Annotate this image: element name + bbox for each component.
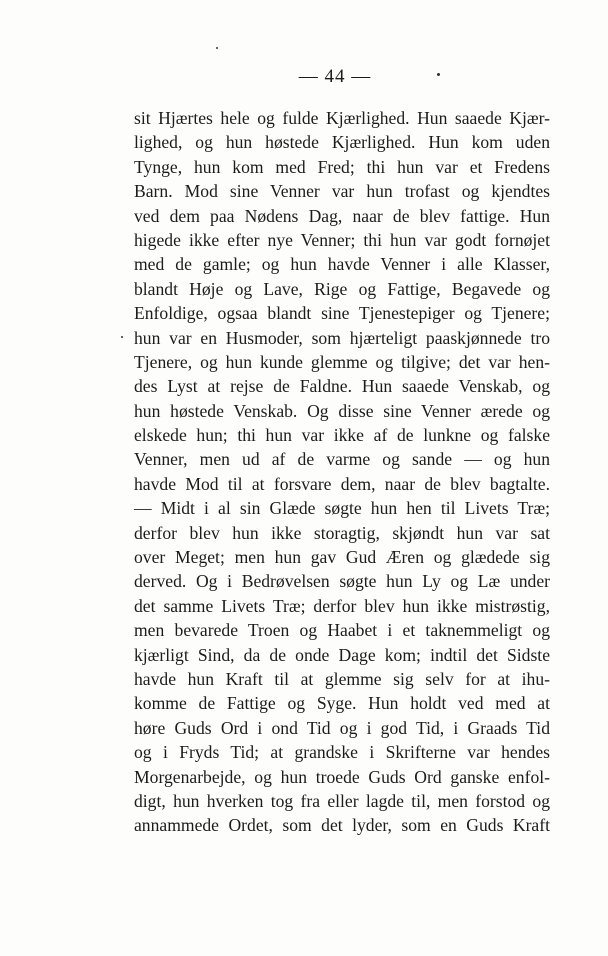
text-line: Morgenarbejde, og hun troede Guds Ord ganske enfol- (134, 766, 550, 787)
text-line: annammede Ordet, som det lyder, som en Guds Kraft (134, 815, 550, 836)
text-line: men bevarede Troen og Haabet i et taknemmeligt og (134, 620, 550, 641)
ink-speck (216, 47, 218, 49)
text-line: og i Fryds Tid; at grandske i Skrifterne var hendes (134, 742, 550, 763)
text-line: havde hun Kraft til at glemme sig selv for at ihu- (134, 668, 550, 689)
text-line: — Midt i al sin Glæde søgte hun hen til Livets Træ; (134, 498, 550, 519)
text-line: derfor blev hun ikke storagtig, skjøndt hun var sat (134, 522, 550, 543)
text-line: higede ikke efter nye Venner; thi hun var godt fornøjet (134, 229, 550, 250)
text-line: med de gamle; og hun havde Venner i alle Klasser, (134, 254, 550, 275)
text-line: ved dem paa Nødens Dag, naar de blev fattige. Hun (134, 205, 550, 226)
ink-speck (121, 336, 123, 338)
text-line: over Meget; men hun gav Gud Æren og glædede sig (134, 547, 550, 568)
text-line: det samme Livets Træ; derfor blev hun ikke mistrøstig, (134, 595, 550, 616)
text-line: kjærligt Sind, da de onde Dage kom; indtil det Sidste (134, 644, 550, 665)
text-line: des Lyst at rejse de Faldne. Hun saaede Venskab, og (134, 376, 550, 397)
text-line: hun var en Husmoder, som hjærteligt paaskjønnede tro (134, 327, 550, 348)
text-line: blandt Høje og Lave, Rige og Fattige, Begavede og (134, 278, 550, 299)
page-number: — 44 — (298, 66, 372, 87)
text-line: Tynge, hun kom med Fred; thi hun var et Fredens (134, 156, 550, 177)
text-line: derved. Og i Bedrøvelsen søgte hun Ly og Læ under (134, 571, 550, 592)
ink-speck (437, 73, 440, 76)
text-line: Tjenere, og hun kunde glemme og tilgive; det var hen- (134, 351, 550, 372)
text-line: Venner, men ud af de varme og sande — og hun (134, 449, 550, 470)
text-line: høre Guds Ord i ond Tid og i god Tid, i Graads Tid (134, 717, 550, 738)
text-line: hun høstede Venskab. Og disse sine Venner ærede og (134, 400, 550, 421)
body-text (134, 106, 550, 838)
text-line: digt, hun hverken tog fra eller lagde til, men forstod og (134, 790, 550, 811)
text-line: Barn. Mod sine Venner var hun trofast og kjendtes (134, 181, 550, 202)
text-line: elskede hun; thi hun var ikke af de lunkne og falske (134, 425, 550, 446)
text-line: sit Hjærtes hele og fulde Kjærlighed. Hun saaede Kjær- (134, 108, 550, 128)
text-line: havde Mod til at forsvare dem, naar de blev bagtalte. (134, 473, 550, 494)
text-line: komme de Fattige og Syge. Hun holdt ved med at (134, 693, 550, 714)
text-line: Enfoldige, ogsaa blandt sine Tjenestepiger og Tjenere; (134, 303, 550, 324)
text-line: lighed, og hun høstede Kjærlighed. Hun kom uden (134, 132, 550, 153)
